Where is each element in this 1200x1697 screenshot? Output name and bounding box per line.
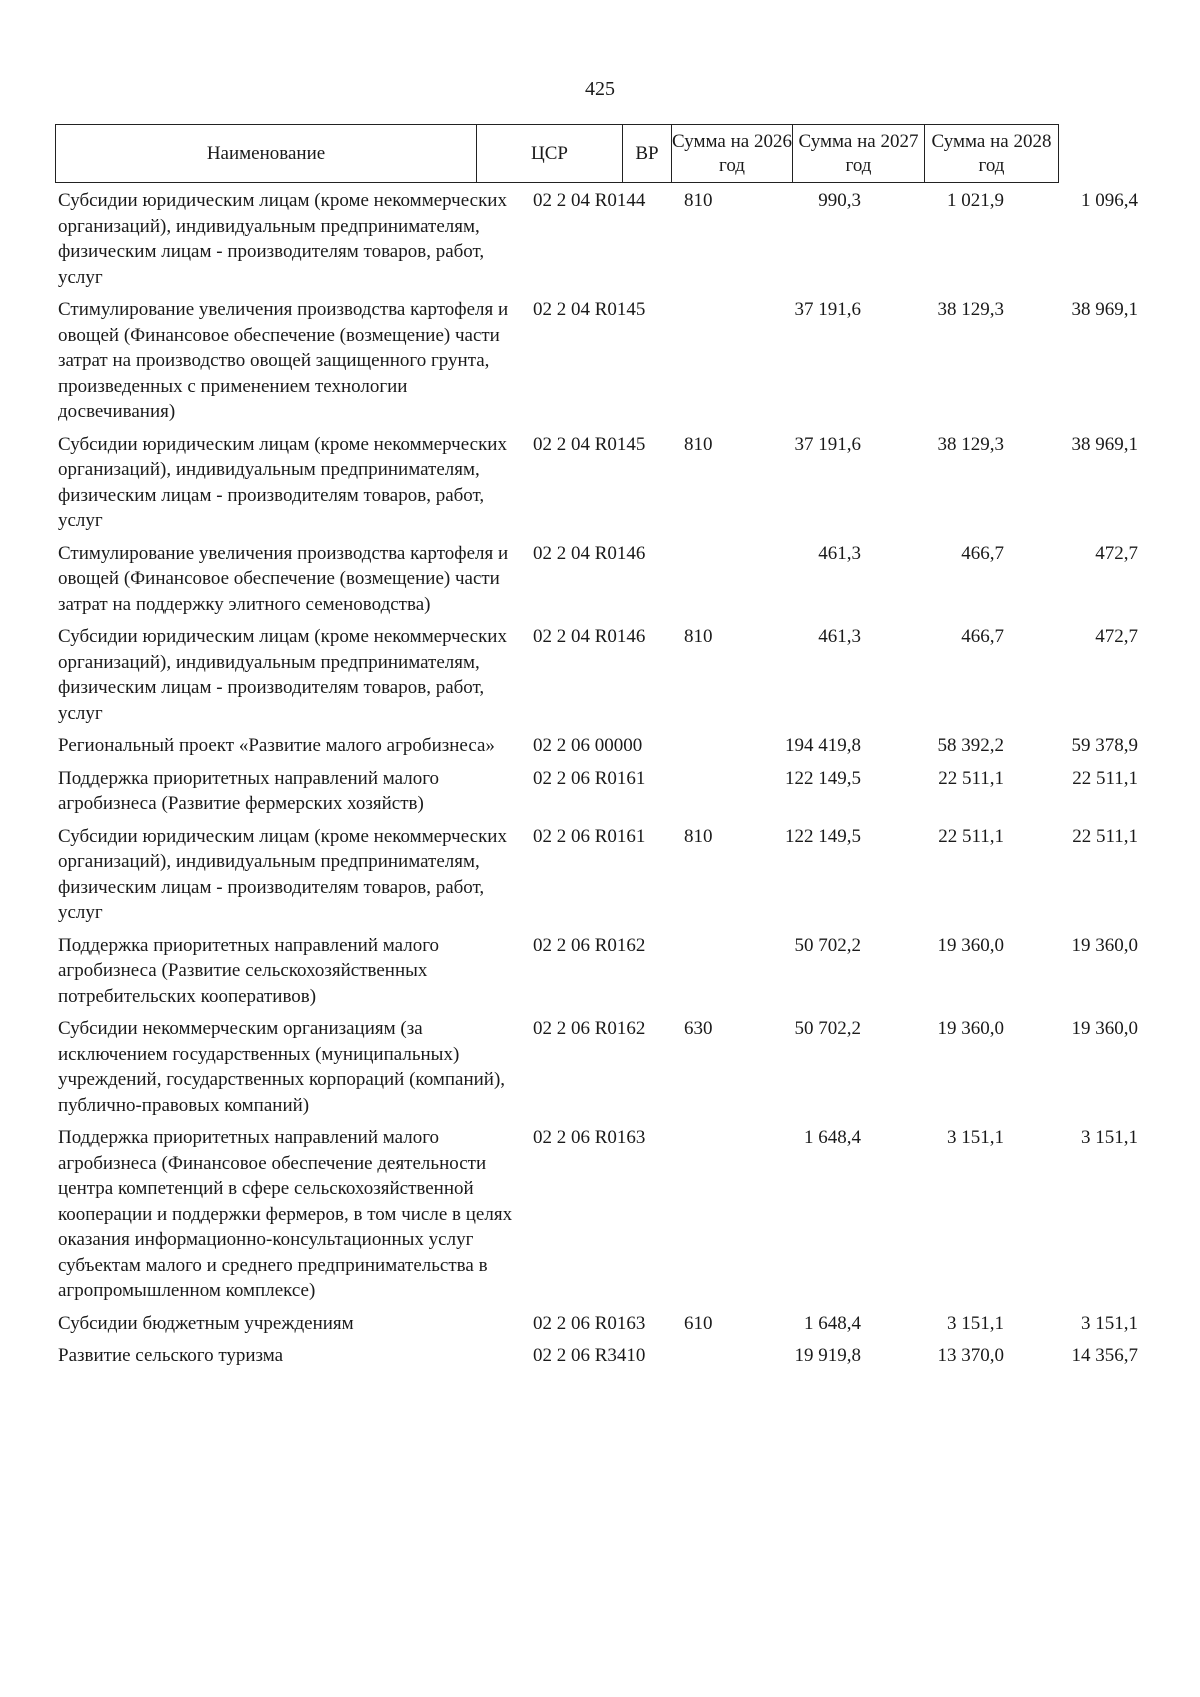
row-sum-2028: 22 511,1 (1072, 767, 1138, 789)
row-name: Региональный проект «Развитие малого агробизнеса» (58, 735, 495, 756)
row-sum-2026: 37 191,6 (794, 433, 861, 455)
row-vr (678, 933, 728, 1010)
table-row (55, 432, 1155, 534)
row-csr: 02 2 06 R0162 (533, 934, 646, 956)
table-row (55, 1343, 1155, 1369)
row-vr: 810 (684, 190, 713, 211)
row-sum-2027: 58 392,2 (937, 735, 1004, 756)
row-sum-2026: 122 149,5 (785, 825, 861, 847)
row-sum-2028: 3 151,1 (1081, 1127, 1138, 1148)
table-row (55, 766, 1155, 817)
table-body (55, 188, 1155, 1376)
row-sum-2028: 38 969,1 (1071, 299, 1138, 320)
row-name: Стимулирование увеличения производства картофеля и овощей (Финансовое обеспечение (возмещение) части затрат на поддержку элитного семеноводства) (58, 542, 509, 615)
row-csr: 02 2 06 R0162 (533, 1018, 646, 1039)
row-vr (678, 541, 728, 618)
row-name: Развитие сельского туризма (58, 1345, 284, 1366)
row-vr (678, 1343, 728, 1369)
row-csr: 02 2 04 R0145 (533, 433, 646, 455)
row-csr: 02 2 04 R0145 (533, 299, 646, 320)
table-header (55, 124, 1059, 183)
row-name: Поддержка приоритетных направлений малого агробизнеса (Развитие сельскохозяйственных потребительских кооперативов) (58, 934, 440, 1007)
row-sum-2027: 13 370,0 (937, 1345, 1004, 1366)
row-sum-2026: 1 648,4 (804, 1127, 861, 1148)
row-vr (678, 297, 728, 425)
row-csr: 02 2 06 00000 (533, 735, 643, 756)
row-sum-2026: 122 149,5 (785, 767, 861, 789)
row-vr: 630 (684, 1018, 713, 1039)
row-sum-2026: 990,3 (818, 190, 861, 211)
row-name: Субсидии юридическим лицам (кроме некоммерческих организаций), индивидуальным предпринимателям, физическим лицам - производителям товаров, работ, услуг (58, 190, 507, 288)
table-row (55, 297, 1155, 425)
table-row (55, 624, 1155, 726)
row-csr: 02 2 06 R3410 (533, 1345, 646, 1366)
row-sum-2026: 1 648,4 (804, 1312, 861, 1334)
row-vr (678, 766, 728, 817)
row-csr: 02 2 04 R0144 (533, 190, 646, 211)
row-name: Субсидии некоммерческим организациям (за исключением государственных (муниципальных) учреждений, государственных корпораций (компаний), публично-правовых компаний) (58, 1018, 506, 1116)
row-sum-2028: 14 356,7 (1071, 1345, 1138, 1366)
row-csr: 02 2 04 R0146 (533, 542, 646, 564)
row-csr: 02 2 06 R0161 (533, 767, 646, 789)
row-csr: 02 2 04 R0146 (533, 626, 646, 647)
header-sum-2026: Сумма на 2026 год (672, 125, 793, 183)
table-row (55, 1125, 1155, 1304)
header-name: Наименование (56, 125, 477, 183)
row-name: Поддержка приоритетных направлений малого агробизнеса (Развитие фермерских хозяйств) (58, 767, 440, 814)
row-csr: 02 2 06 R0163 (533, 1312, 646, 1334)
row-sum-2026: 37 191,6 (794, 299, 861, 320)
row-sum-2027: 3 151,1 (947, 1312, 1004, 1334)
table-row (55, 824, 1155, 926)
row-sum-2028: 1 096,4 (1081, 190, 1138, 211)
row-name: Субсидии юридическим лицам (кроме некоммерческих организаций), индивидуальным предпринимателям, физическим лицам - производителям товаров, работ, услуг (58, 433, 507, 531)
row-vr: 810 (684, 626, 713, 647)
header-sum-2028: Сумма на 2028 год (925, 125, 1059, 183)
row-vr: 810 (684, 433, 713, 455)
table-row (55, 733, 1155, 759)
row-sum-2028: 22 511,1 (1072, 825, 1138, 847)
row-vr (678, 1125, 728, 1304)
row-sum-2028: 472,7 (1095, 542, 1138, 564)
row-sum-2027: 19 360,0 (937, 1018, 1004, 1039)
row-vr (678, 733, 728, 759)
row-sum-2028: 472,7 (1095, 626, 1138, 647)
row-sum-2028: 38 969,1 (1071, 433, 1138, 455)
row-name: Поддержка приоритетных направлений малого агробизнеса (Финансовое обеспечение деятельности центра компетенций в сфере сельскохозяйственной кооперации и поддержки фермеров, в том числе в целях оказания информационно-консультационных услуг субъектам малого и среднего предпринимательства в агропромышленном комплексе) (58, 1127, 513, 1301)
row-sum-2026: 50 702,2 (794, 1018, 861, 1039)
row-sum-2027: 1 021,9 (947, 190, 1004, 211)
row-csr: 02 2 06 R0163 (533, 1127, 646, 1148)
row-name: Субсидии юридическим лицам (кроме некоммерческих организаций), индивидуальным предпринимателям, физическим лицам - производителям товаров, работ, услуг (58, 825, 507, 923)
row-sum-2027: 466,7 (961, 542, 1004, 564)
row-name: Субсидии бюджетным учреждениям (58, 1312, 354, 1334)
row-sum-2027: 466,7 (961, 626, 1004, 647)
header-csr: ЦСР (477, 125, 623, 183)
row-name: Субсидии юридическим лицам (кроме некоммерческих организаций), индивидуальным предпринимателям, физическим лицам - производителям товаров, работ, услуг (58, 626, 507, 724)
page-number: 425 (585, 78, 615, 100)
row-sum-2028: 19 360,0 (1071, 934, 1138, 956)
row-sum-2026: 50 702,2 (794, 934, 861, 956)
table-row (55, 1016, 1155, 1118)
table-row (55, 933, 1155, 1010)
row-sum-2027: 38 129,3 (937, 433, 1004, 455)
row-vr: 810 (684, 825, 713, 847)
row-sum-2027: 38 129,3 (937, 299, 1004, 320)
table-row (55, 541, 1155, 618)
row-sum-2026: 461,3 (818, 626, 861, 647)
table-row (55, 188, 1155, 290)
header-vr: ВР (623, 125, 672, 183)
table-row (55, 1311, 1155, 1337)
row-sum-2027: 19 360,0 (937, 934, 1004, 956)
row-sum-2026: 461,3 (818, 542, 861, 564)
row-csr: 02 2 06 R0161 (533, 825, 646, 847)
header-sum-2027: Сумма на 2027 год (793, 125, 925, 183)
row-sum-2028: 59 378,9 (1071, 735, 1138, 756)
row-sum-2027: 22 511,1 (938, 767, 1004, 789)
row-sum-2026: 194 419,8 (785, 735, 861, 756)
row-vr: 610 (684, 1312, 713, 1334)
row-sum-2027: 3 151,1 (947, 1127, 1004, 1148)
row-name: Стимулирование увеличения производства картофеля и овощей (Финансовое обеспечение (возмещение) части затрат на производство овощей защищенного грунта, произведенных с применением технологии досвечивания) (58, 299, 509, 422)
row-sum-2027: 22 511,1 (938, 825, 1004, 847)
row-sum-2028: 19 360,0 (1071, 1018, 1138, 1039)
row-sum-2026: 19 919,8 (794, 1345, 861, 1366)
row-sum-2028: 3 151,1 (1081, 1312, 1138, 1334)
